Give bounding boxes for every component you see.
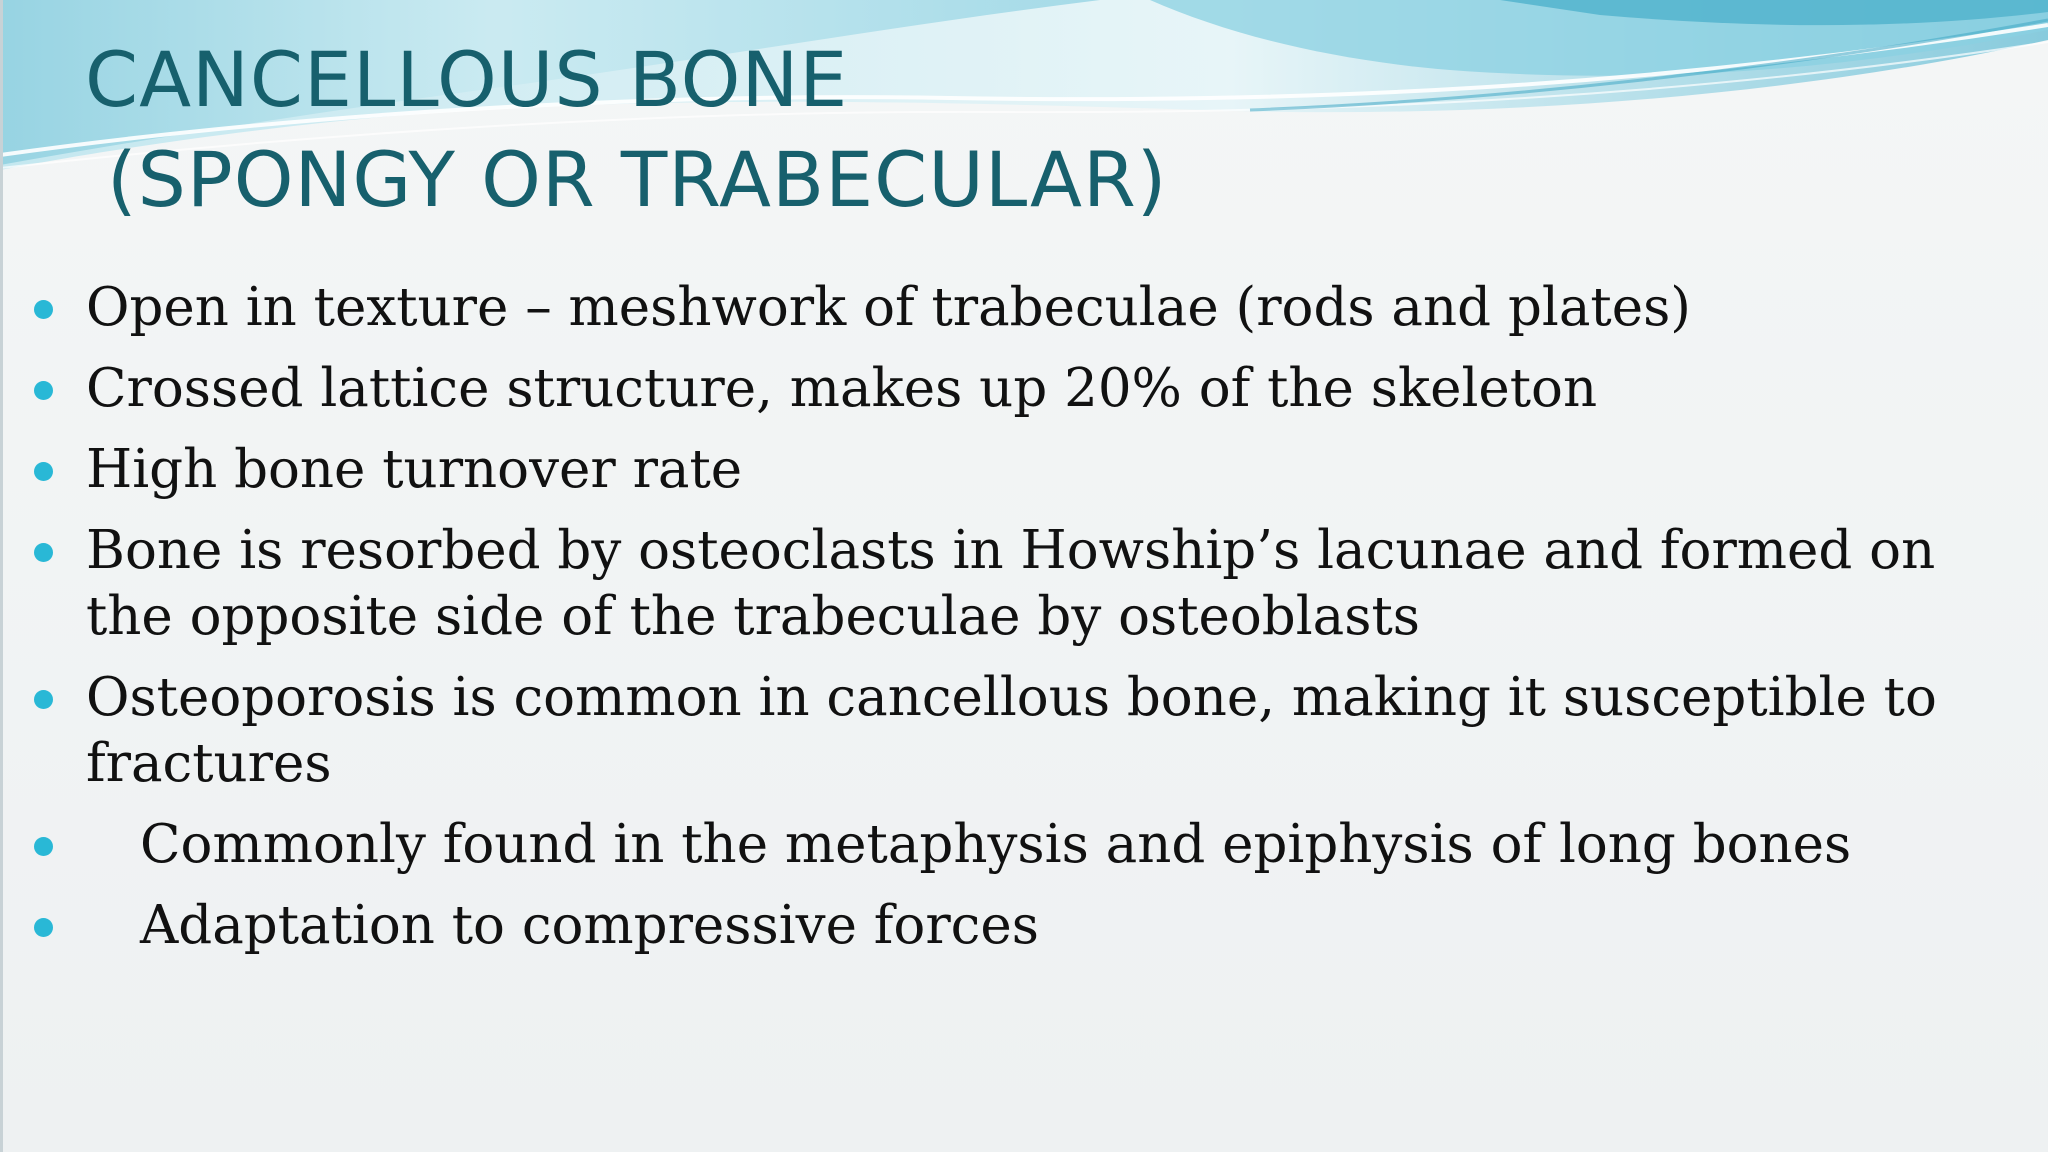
- bullet-list: [30, 275, 2020, 974]
- bullet-item: [30, 518, 2020, 650]
- bullet-item: [30, 437, 2020, 503]
- bullet-dot-icon: [34, 300, 53, 319]
- bullet-text: High bone turnover rate: [86, 439, 743, 500]
- bullet-dot-icon: [34, 837, 53, 856]
- bullet-item: [30, 893, 2020, 959]
- slide-left-border: [0, 0, 3, 1152]
- bullet-text: Adaptation to compressive forces: [140, 895, 1039, 956]
- bullet-item: [30, 665, 2020, 797]
- bullet-dot-icon: [34, 918, 53, 937]
- bullet-text: Commonly found in the metaphysis and epiphysis of long bones: [140, 814, 1852, 875]
- bullet-dot-icon: [34, 543, 53, 562]
- bullet-item: [30, 275, 2020, 341]
- bullet-text: Osteoporosis is common in cancellous bone, making it susceptible to fractures: [86, 667, 1937, 794]
- bullet-dot-icon: [34, 462, 53, 481]
- bullet-dot-icon: [34, 690, 53, 709]
- slide-title-line-2: (SPONGY OR TRABECULAR): [107, 135, 1168, 224]
- bullet-text: Open in texture – meshwork of trabeculae (rods and plates): [86, 277, 1691, 338]
- slide-title: [85, 30, 1167, 230]
- bullet-item: [30, 812, 2020, 878]
- bullet-text: Crossed lattice structure, makes up 20% of the skeleton: [86, 358, 1598, 419]
- slide-title-line-1: CANCELLOUS BONE: [85, 35, 849, 124]
- bullet-item: [30, 356, 2020, 422]
- bullet-text: Bone is resorbed by osteoclasts in Howship’s lacunae and formed on the opposite side of the trabeculae by osteoblasts: [86, 520, 1936, 647]
- bullet-dot-icon: [34, 381, 53, 400]
